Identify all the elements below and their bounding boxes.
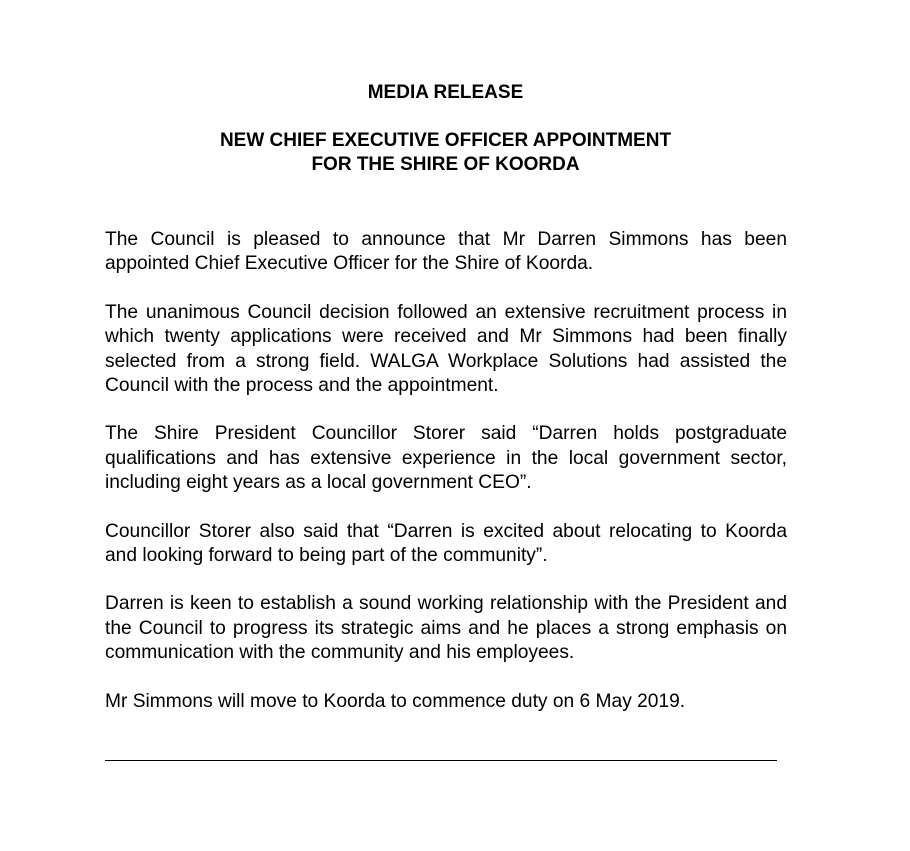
document-title bbox=[0, 129, 891, 177]
paragraph-commencement: Mr Simmons will move to Koorda to commence duty on 6 May 2019. bbox=[105, 690, 686, 712]
document-label: MEDIA RELEASE bbox=[367, 82, 524, 103]
body-text bbox=[105, 228, 787, 714]
paragraph-president-quote: The Shire President Councillor Storer said “Darren holds postgraduate qualifications and has extensive experience in the local government sector, including eight years as a local government CEO”. bbox=[105, 423, 787, 494]
paragraph-working-relationship: Darren is keen to establish a sound working relationship with the President and the Council to progress its strategic aims and he places a strong emphasis on communication with the community and his employees. bbox=[105, 593, 787, 664]
horizontal-rule bbox=[105, 760, 777, 761]
paragraph-relocation-quote: Councillor Storer also said that “Darren is excited about relocating to Koorda and looking forward to being part of the community”. bbox=[105, 520, 787, 567]
paragraph-recruitment: The unanimous Council decision followed an extensive recruitment process in which twenty applications were received and Mr Simmons had been finally selected from a strong field. WALGA Workplace Solutions had assisted the Council with the process and the appointment. bbox=[105, 301, 787, 397]
title-line-1: NEW CHIEF EXECUTIVE OFFICER APPOINTMENT bbox=[219, 130, 672, 151]
paragraph-announcement: The Council is pleased to announce that Mr Darren Simmons has been appointed Chief Executive Officer for the Shire of Koorda. bbox=[105, 229, 787, 275]
title-line-2: FOR THE SHIRE OF KOORDA bbox=[311, 154, 580, 175]
